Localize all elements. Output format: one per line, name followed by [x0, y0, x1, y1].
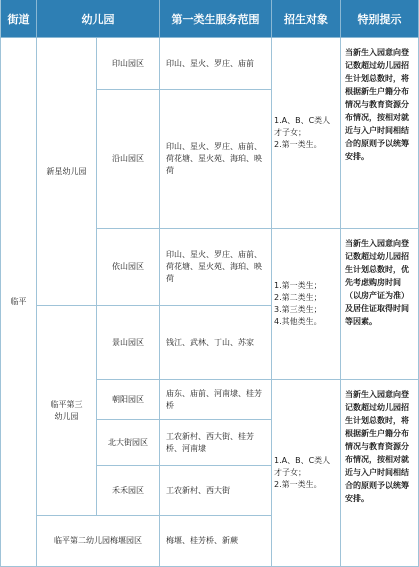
special-note-cell — [341, 229, 419, 380]
service-area-cell: 印山、星火、罗庄、庙前、荷花塘、星火苑、海珀、映荷 — [160, 229, 272, 306]
special-note-cell — [341, 38, 419, 229]
header-enroll-target: 招生对象 — [272, 0, 341, 38]
campus-name: 朝阳园区 — [97, 380, 160, 420]
street-cell: 临平 — [0, 38, 37, 567]
service-area-cell: 工农新村、西大街、桂芳桥、河南埭 — [160, 420, 272, 466]
enroll-target-cell: 1.A、B、C类人 才子女； 2.第一类生。 — [272, 38, 341, 229]
campus-name: 北大街园区 — [97, 420, 160, 466]
campus-name: 依山园区 — [97, 229, 160, 306]
special-note-text: 当新生入园意向登记数超过幼儿园招生计划总数时，将根据新生户籍分布情况与教育资源分布情况，按相对就近与入户时间相结合的原则予以统筹安排。 — [345, 390, 409, 503]
campus-name: 禾禾园区 — [97, 466, 160, 516]
service-area-cell: 梅堰、桂芳桥、新蕨 — [160, 516, 272, 567]
kindergarten-name: 临平第二幼儿园梅堰园区 — [37, 516, 160, 567]
service-area-cell: 庙东、庙前、河南埭、桂芳桥 — [160, 380, 272, 420]
header-special-note: 特别提示 — [341, 0, 419, 38]
campus-name: 景山园区 — [97, 306, 160, 380]
service-area-cell: 印山、星火、罗庄、庙前、荷花塘、星火苑、海珀、映荷 — [160, 90, 272, 229]
service-area-cell: 钱江、武林、丁山、苏家 — [160, 306, 272, 380]
enroll-target-cell: 1.A、B、C类人 才子女； 2.第一类生。 — [272, 380, 341, 567]
service-area-cell: 印山、星火、罗庄、庙前 — [160, 38, 272, 90]
special-note-cell — [341, 380, 419, 567]
special-note-text: 当新生入园意向登记数超过幼儿园招生计划总数时，优先考虑购房时间（以房产证为准）及居住证取得时间等因素。 — [345, 239, 409, 326]
header-kindergarten: 幼儿园 — [37, 0, 160, 38]
kindergarten-name: 临平第三 幼儿园 — [37, 306, 97, 516]
kindergarten-name: 新星幼儿园 — [37, 38, 97, 306]
campus-name: 印山园区 — [97, 38, 160, 90]
enroll-target-cell: 1.第一类生； 2.第二类生； 3.第三类生； 4.其他类生。 — [272, 229, 341, 380]
special-note-text: 当新生入园意向登记数超过幼儿园招生计划总数时，将根据新生户籍分布情况与教育资源分布情况，按相对就近与入户时间相结合的原则予以统筹安排。 — [345, 48, 409, 161]
service-area-cell: 工农新村、西大街 — [160, 466, 272, 516]
header-service-area: 第一类生服务范围 — [160, 0, 272, 38]
campus-name: 沿山园区 — [97, 90, 160, 229]
header-street: 街道 — [0, 0, 37, 38]
